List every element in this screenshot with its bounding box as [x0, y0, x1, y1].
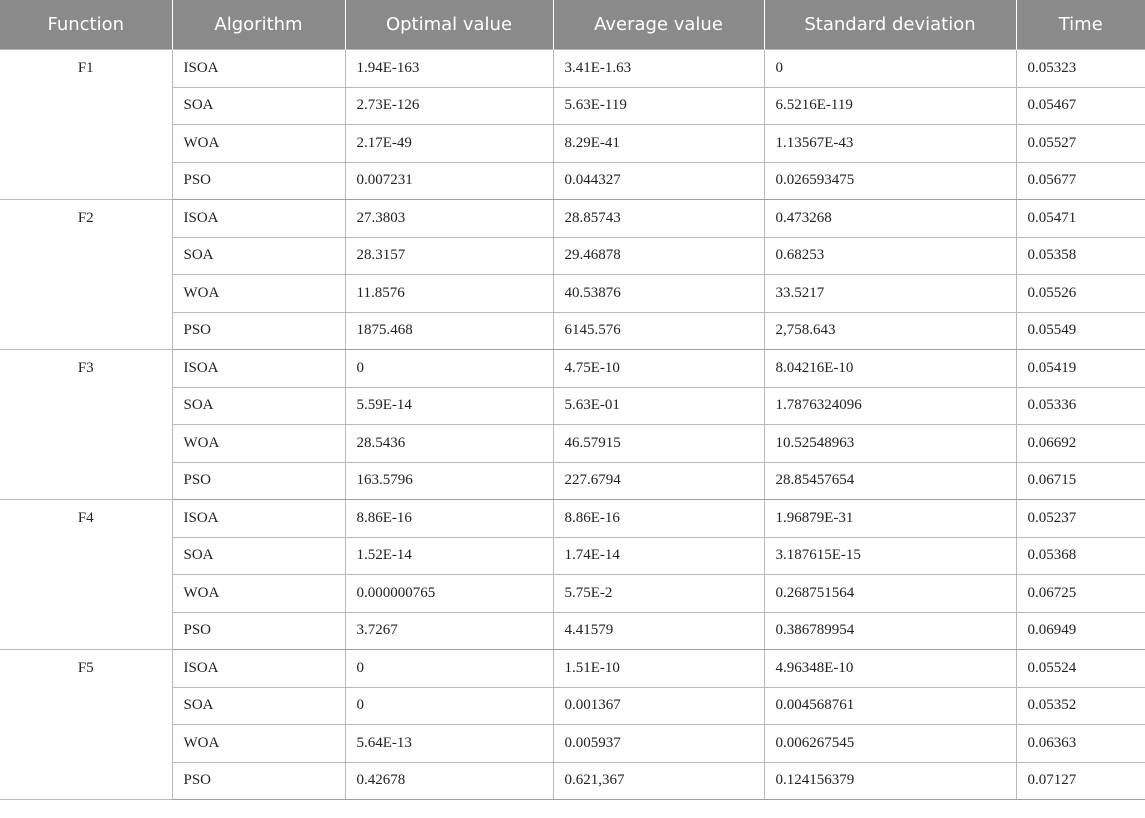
algorithm-cell: WOA [172, 275, 345, 313]
function-cell: F4 [0, 500, 172, 650]
optimal-value-cell: 1875.468 [345, 312, 553, 350]
average-value-cell: 4.75E-10 [553, 350, 764, 388]
function-cell: F5 [0, 650, 172, 800]
standard-deviation-cell: 1.96879E-31 [764, 500, 1016, 538]
optimal-value-cell: 28.5436 [345, 425, 553, 463]
table-row [0, 350, 1145, 388]
table-row [0, 575, 1145, 613]
time-cell: 0.05524 [1016, 650, 1145, 688]
table-row [0, 387, 1145, 425]
time-cell: 0.06949 [1016, 612, 1145, 650]
table-row [0, 762, 1145, 800]
optimal-value-cell: 0.000000765 [345, 575, 553, 613]
algorithm-cell: SOA [172, 387, 345, 425]
time-cell: 0.05526 [1016, 275, 1145, 313]
average-value-cell: 0.621,367 [553, 762, 764, 800]
optimal-value-cell: 0.007231 [345, 162, 553, 200]
table-row [0, 725, 1145, 763]
algorithm-cell: PSO [172, 162, 345, 200]
average-value-cell: 0.005937 [553, 725, 764, 763]
average-value-cell: 40.53876 [553, 275, 764, 313]
time-cell: 0.05467 [1016, 87, 1145, 125]
table-row [0, 612, 1145, 650]
algorithm-cell: WOA [172, 725, 345, 763]
time-cell: 0.05352 [1016, 687, 1145, 725]
algorithm-cell: ISOA [172, 350, 345, 388]
standard-deviation-cell: 0.386789954 [764, 612, 1016, 650]
algorithm-cell: PSO [172, 312, 345, 350]
standard-deviation-cell: 6.5216E-119 [764, 87, 1016, 125]
standard-deviation-cell: 4.96348E-10 [764, 650, 1016, 688]
optimal-value-cell: 11.8576 [345, 275, 553, 313]
average-value-cell: 1.51E-10 [553, 650, 764, 688]
average-value-cell: 4.41579 [553, 612, 764, 650]
time-cell: 0.05336 [1016, 387, 1145, 425]
table-row [0, 312, 1145, 350]
standard-deviation-cell: 0.68253 [764, 237, 1016, 275]
average-value-cell: 5.63E-119 [553, 87, 764, 125]
table-row [0, 237, 1145, 275]
average-value-cell: 0.044327 [553, 162, 764, 200]
standard-deviation-cell: 1.13567E-43 [764, 125, 1016, 163]
average-value-cell: 6145.576 [553, 312, 764, 350]
table-row [0, 650, 1145, 688]
time-cell: 0.06725 [1016, 575, 1145, 613]
table-row [0, 425, 1145, 463]
algorithm-cell: ISOA [172, 500, 345, 538]
table-row [0, 462, 1145, 500]
time-cell: 0.05368 [1016, 537, 1145, 575]
standard-deviation-cell: 2,758.643 [764, 312, 1016, 350]
algorithm-cell: ISOA [172, 200, 345, 238]
algorithm-cell: PSO [172, 762, 345, 800]
time-cell: 0.05471 [1016, 200, 1145, 238]
time-cell: 0.05549 [1016, 312, 1145, 350]
optimal-value-cell: 0.42678 [345, 762, 553, 800]
algorithm-cell: SOA [172, 237, 345, 275]
average-value-cell: 0.001367 [553, 687, 764, 725]
optimal-value-cell: 27.3803 [345, 200, 553, 238]
optimal-value-cell: 1.94E-163 [345, 50, 553, 88]
optimal-value-cell: 0 [345, 350, 553, 388]
function-cell: F2 [0, 200, 172, 350]
algorithm-cell: SOA [172, 87, 345, 125]
average-value-cell: 3.41E-1.63 [553, 50, 764, 88]
optimal-value-cell: 1.52E-14 [345, 537, 553, 575]
optimal-value-cell: 0 [345, 687, 553, 725]
optimal-value-cell: 3.7267 [345, 612, 553, 650]
standard-deviation-cell: 0.124156379 [764, 762, 1016, 800]
optimal-value-cell: 163.5796 [345, 462, 553, 500]
table-row [0, 125, 1145, 163]
header-time: Time [1016, 0, 1145, 50]
table-row [0, 275, 1145, 313]
average-value-cell: 28.85743 [553, 200, 764, 238]
table-row [0, 687, 1145, 725]
standard-deviation-cell: 3.187615E-15 [764, 537, 1016, 575]
standard-deviation-cell: 1.7876324096 [764, 387, 1016, 425]
header-optimal-value: Optimal value [345, 0, 553, 50]
header-algorithm: Algorithm [172, 0, 345, 50]
standard-deviation-cell: 8.04216E-10 [764, 350, 1016, 388]
table-row [0, 87, 1145, 125]
time-cell: 0.05323 [1016, 50, 1145, 88]
time-cell: 0.05358 [1016, 237, 1145, 275]
average-value-cell: 227.6794 [553, 462, 764, 500]
standard-deviation-cell: 33.5217 [764, 275, 1016, 313]
algorithm-cell: WOA [172, 575, 345, 613]
table-body [0, 50, 1145, 800]
optimal-value-cell: 2.17E-49 [345, 125, 553, 163]
average-value-cell: 1.74E-14 [553, 537, 764, 575]
table-row [0, 200, 1145, 238]
average-value-cell: 8.29E-41 [553, 125, 764, 163]
optimal-value-cell: 5.64E-13 [345, 725, 553, 763]
standard-deviation-cell: 0 [764, 50, 1016, 88]
standard-deviation-cell: 0.473268 [764, 200, 1016, 238]
header-average-value: Average value [553, 0, 764, 50]
function-cell: F1 [0, 50, 172, 200]
table-row [0, 162, 1145, 200]
time-cell: 0.07127 [1016, 762, 1145, 800]
average-value-cell: 5.63E-01 [553, 387, 764, 425]
time-cell: 0.05237 [1016, 500, 1145, 538]
average-value-cell: 46.57915 [553, 425, 764, 463]
algorithm-cell: WOA [172, 125, 345, 163]
optimal-value-cell: 5.59E-14 [345, 387, 553, 425]
optimal-value-cell: 0 [345, 650, 553, 688]
time-cell: 0.06363 [1016, 725, 1145, 763]
algorithm-cell: ISOA [172, 650, 345, 688]
table-row [0, 537, 1145, 575]
table-row [0, 50, 1145, 88]
algorithm-cell: PSO [172, 462, 345, 500]
algorithm-cell: WOA [172, 425, 345, 463]
algorithm-cell: ISOA [172, 50, 345, 88]
algorithm-cell: SOA [172, 687, 345, 725]
header-function: Function [0, 0, 172, 50]
average-value-cell: 5.75E-2 [553, 575, 764, 613]
standard-deviation-cell: 0.006267545 [764, 725, 1016, 763]
table-row [0, 500, 1145, 538]
header-standard-deviation: Standard deviation [764, 0, 1016, 50]
time-cell: 0.05419 [1016, 350, 1145, 388]
average-value-cell: 8.86E-16 [553, 500, 764, 538]
optimal-value-cell: 8.86E-16 [345, 500, 553, 538]
algorithm-cell: PSO [172, 612, 345, 650]
time-cell: 0.06692 [1016, 425, 1145, 463]
time-cell: 0.06715 [1016, 462, 1145, 500]
function-cell: F3 [0, 350, 172, 500]
standard-deviation-cell: 10.52548963 [764, 425, 1016, 463]
average-value-cell: 29.46878 [553, 237, 764, 275]
algorithm-cell: SOA [172, 537, 345, 575]
time-cell: 0.05677 [1016, 162, 1145, 200]
optimal-value-cell: 2.73E-126 [345, 87, 553, 125]
standard-deviation-cell: 28.85457654 [764, 462, 1016, 500]
optimal-value-cell: 28.3157 [345, 237, 553, 275]
time-cell: 0.05527 [1016, 125, 1145, 163]
standard-deviation-cell: 0.268751564 [764, 575, 1016, 613]
standard-deviation-cell: 0.026593475 [764, 162, 1016, 200]
table-header-row [0, 0, 1145, 50]
standard-deviation-cell: 0.004568761 [764, 687, 1016, 725]
